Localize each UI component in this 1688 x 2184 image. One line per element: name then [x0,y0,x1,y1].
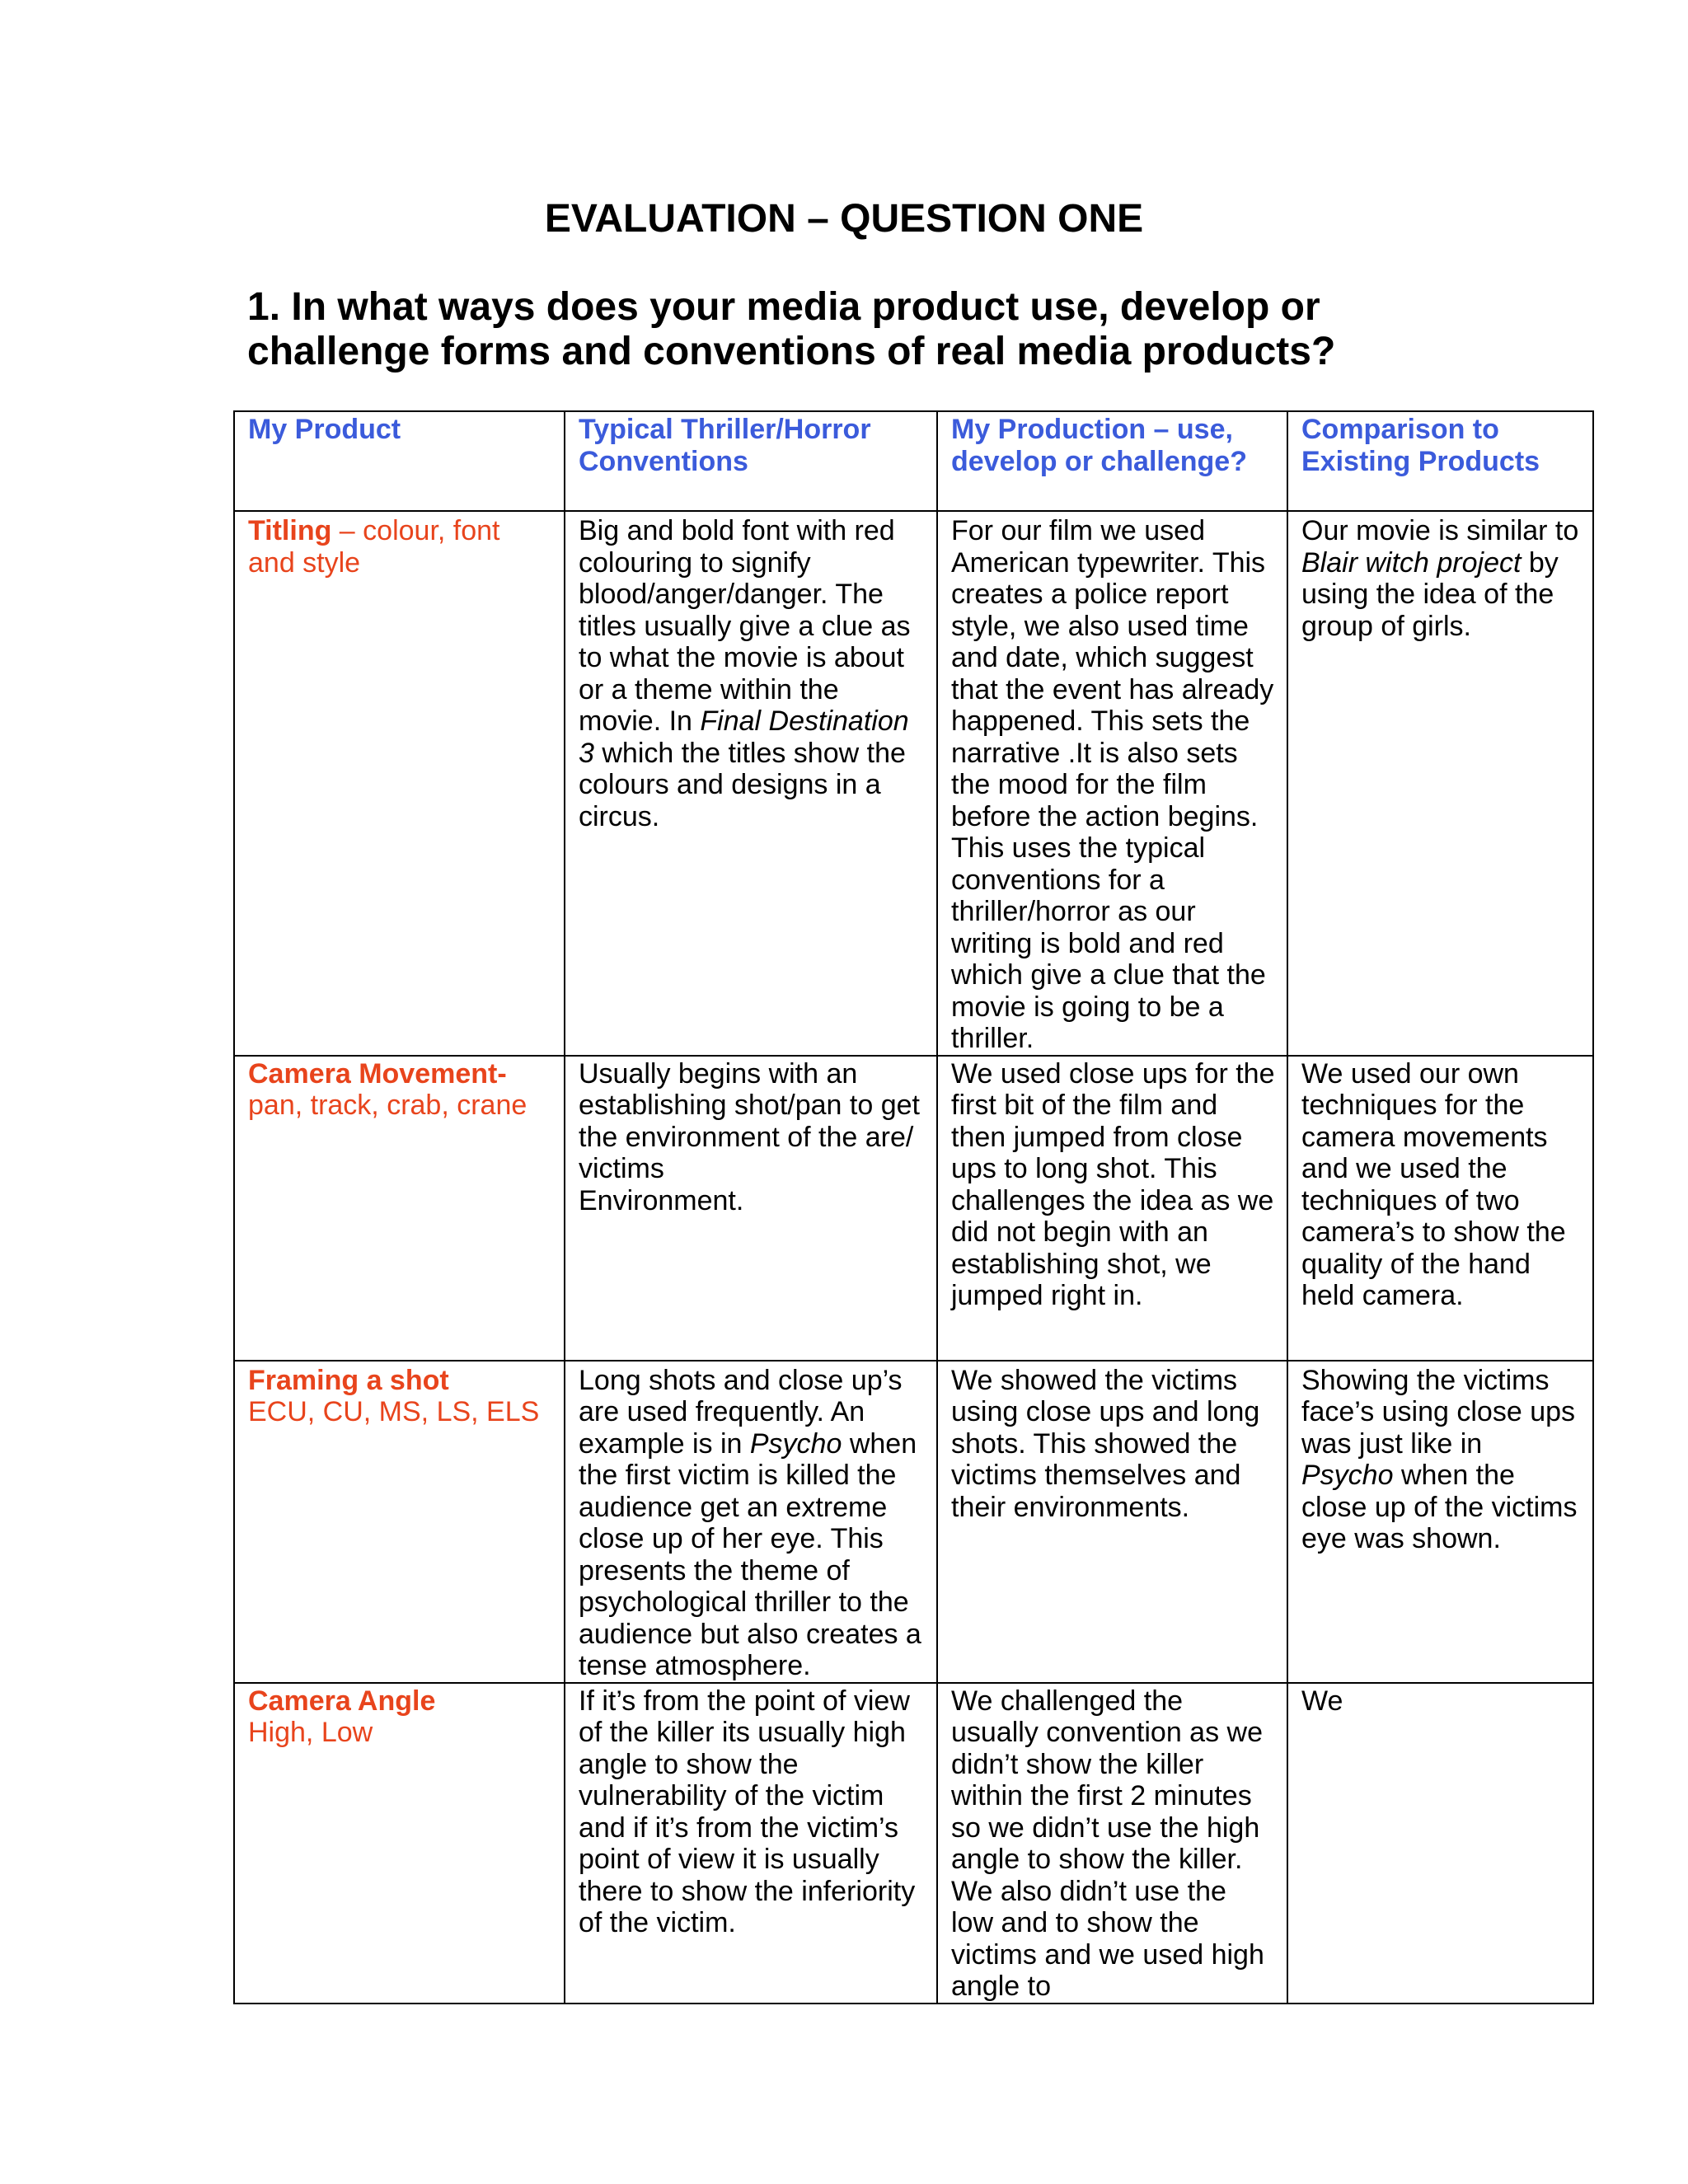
production-cell [937,511,1287,1056]
comparison-cell [1287,1056,1593,1361]
conventions-text-part: which the titles show the colours and designs in a circus. [579,737,906,832]
header-cell [1287,411,1593,511]
conventions-cell [565,511,937,1056]
comparison-text [1301,1361,1581,1555]
conventions-text-part: Usually begins with an establishing shot/pan to get the environment of the are/ victims [579,1057,920,1184]
table-row [234,1361,1593,1683]
page-title: EVALUATION – QUESTION ONE [544,197,1144,241]
production-text: We showed the victims using close ups and long shots. This showed the victims themselves and their environments. [951,1364,1260,1523]
header-cell [565,411,937,511]
comparison-text [1301,512,1581,642]
conventions-cell [565,1361,937,1683]
comparison-text: We [1301,1685,1343,1717]
comparison-text-part: Showing the victims face’s using close ups was just like in [1301,1364,1576,1460]
product-label-detail: – colour, font and style [248,515,500,579]
comparison-text-part: when the close up of the victims eye was shown. [1301,1460,1578,1554]
product-cell [234,1683,565,2004]
question-heading: 1. In what ways does your media product use, develop or challenge forms and conventions of real media products? [247,285,1336,373]
comparison-cell [1287,1683,1593,2004]
conventions-text [579,512,925,832]
conventions-text-part: when the first victim is killed the audience get an extreme close up of her eye. This presents the theme of psychological thriller to the audience but also creates a tense atmosphere. [579,1427,921,1681]
conventions-text: If it’s from the point of view of the killer its usually high angle to show the vulnerability of the victim and if it’s from the victim’s point of view it is usually there to show the inferiority of the victim. [579,1685,916,1938]
comparison-cell [1287,511,1593,1056]
product-label-title: Camera Movement- [248,1057,507,1090]
table-row [234,511,1593,1056]
product-cell [234,1056,565,1361]
production-cell [937,1361,1287,1683]
header-comparison: Comparison to Existing Products [1301,414,1540,477]
product-label-title: Framing a shot [248,1364,449,1396]
film-title: Psycho [749,1427,842,1460]
header-my-product: My Product [248,414,401,445]
conventions-text [579,1361,925,1682]
conventions-cell [565,1683,937,2004]
film-title: Final Destination 3 [579,705,909,769]
table-row [234,1683,1593,2004]
product-label-detail: pan, track, crab, crane [248,1090,528,1121]
conventions-text-part: Big and bold font with red colouring to signify blood/anger/danger. The titles usually give a clue as to what the movie is about or a theme within the movie. In [579,515,911,737]
production-cell [937,1056,1287,1361]
production-cell [937,1683,1287,2004]
table-row [234,1056,1593,1361]
header-production: My Production – use, develop or challenge? [951,414,1247,477]
product-label [248,1057,552,1122]
conventions-text [579,1057,925,1217]
comparison-text: We used our own techniques for the camera movements and we used the techniques of two camera’s to show the quality of the hand held camera. [1301,1057,1566,1311]
product-label-title: Titling [248,515,332,546]
product-cell [234,1361,565,1683]
conventions-text-part: Long shots and close up’s are used frequently. An example is in [579,1364,903,1460]
table-header-row [234,411,1593,511]
product-cell [234,511,565,1056]
film-title: Blair witch project [1301,546,1522,579]
product-label [248,1684,552,1749]
evaluation-table [233,410,1594,2004]
product-label [248,1361,552,1428]
comparison-cell [1287,1361,1593,1683]
production-text: We challenged the usually convention as we didn’t show the killer within the first 2 minutes so we didn’t use the high angle to show the killer. We also didn’t use the low and to show the victims and we used high angle to [951,1685,1264,2002]
conventions-cell [565,1056,937,1361]
production-text: For our film we used American typewriter. This creates a police report style, we also used time and date, which suggest that the event has already happened. This sets the narrative .It is also sets the mood for the film before the action begins. This uses the typical conventions for a thriller/horror as our writing is bold and red which give a clue that the movie is going to be a thriller. [951,515,1274,1054]
header-conventions: Typical Thriller/Horror Conventions [579,414,871,477]
comparison-text-part: by using the idea of the group of girls. [1301,546,1559,642]
header-cell [234,411,565,511]
conventions-text-part: Environment. [579,1184,744,1216]
header-cell [937,411,1287,511]
product-label-detail: High, Low [248,1717,373,1748]
product-label [248,512,552,579]
product-label-title: Camera Angle [248,1685,436,1717]
comparison-text-part: Our movie is similar to [1301,515,1579,546]
production-text: We used close ups for the first bit of the film and then jumped from close ups to long shot. This challenges the idea as we did not begin with an establishing shot, we jumped right in. [951,1057,1275,1311]
film-title: Psycho [1301,1460,1394,1491]
product-label-detail: ECU, CU, MS, LS, ELS [248,1396,540,1427]
